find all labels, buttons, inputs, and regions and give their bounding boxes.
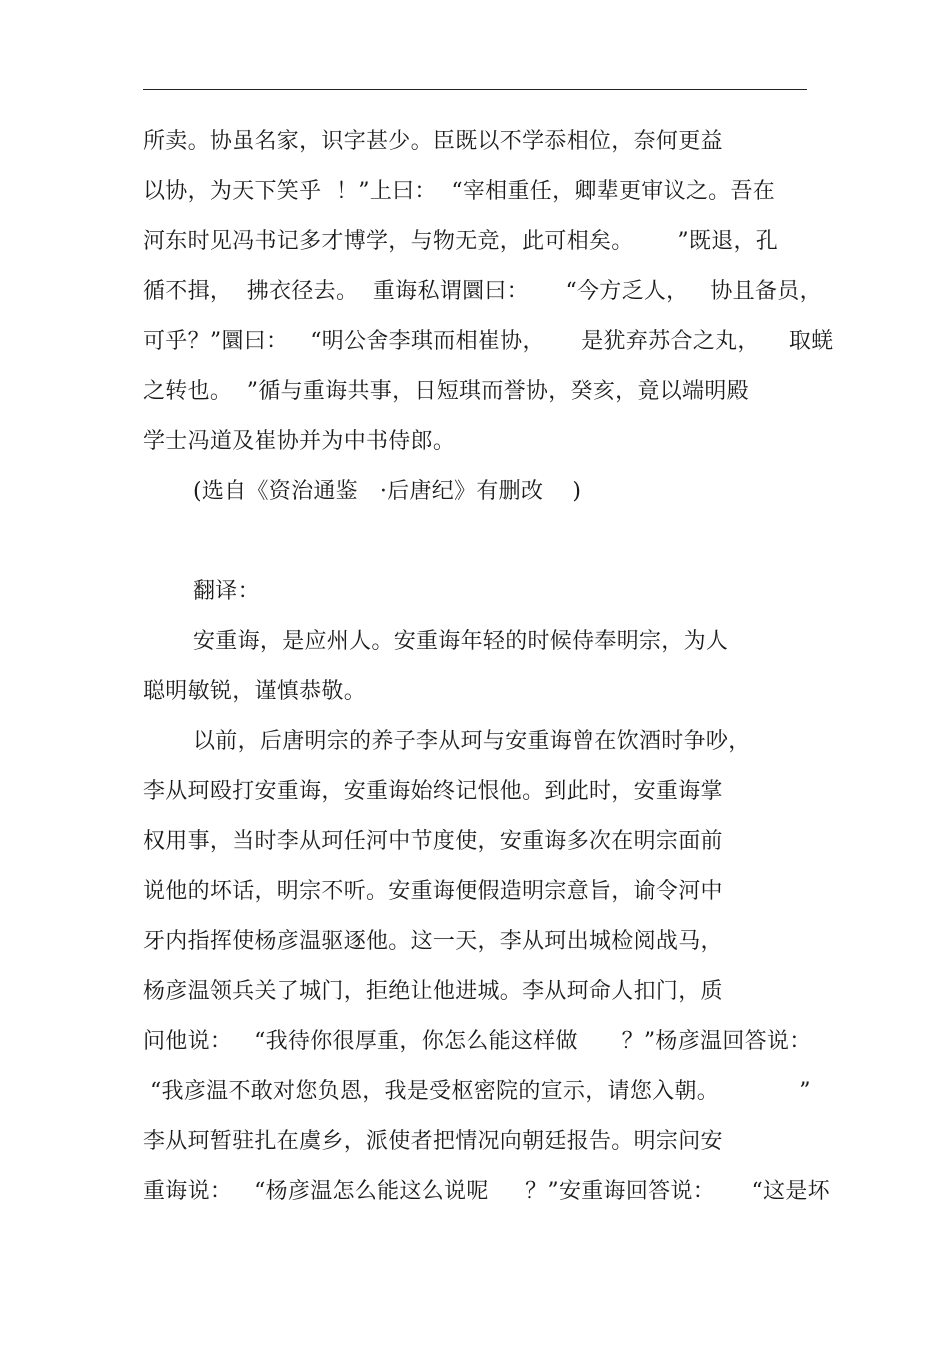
translation-line: 问他说： “我待你很厚重，你怎么能这样做 ？”杨彦温回答说： [143,1029,812,1054]
translation-line: 李从珂暂驻扎在虞乡，派使者把情况向朝廷报告。明宗问安 [143,1129,723,1154]
passage-line: 之转也。 ”循与重诲共事，日短琪而誉协，癸亥，竟以端明殿 [143,379,749,404]
translation-line: 权用事，当时李从珂任河中节度使，安重诲多次在明宗面前 [143,829,723,854]
translation-heading: 翻译： [193,579,260,604]
translation-line: 杨彦温领兵关了城门，拒绝让他进城。李从珂命人扣门，质 [143,979,723,1004]
passage-line: 所卖。协虽名家，识字甚少。臣既以不学忝相位，奈何更益 [143,129,723,154]
source-citation: (选自《资治通鉴 ·后唐纪》有删改 ) [193,479,582,504]
passage-line: 可乎？”圜曰： “明公舍李琪而相崔协， 是犹弃苏合之丸， 取蜣 [143,329,834,354]
translation-line: 李从珂殴打安重诲，安重诲始终记恨他。到此时，安重诲掌 [143,779,723,804]
passage-line: 循不揖， 拂衣径去。 重诲私谓圜曰： “今方乏人， 协且备员， [143,279,822,304]
passage-line: 以协，为天下笑乎 ！”上曰： “宰相重任，卿辈更审议之。吾在 [143,179,776,204]
passage-line: 河东时见冯书记多才博学，与物无竞，此可相矣。 ”既退，孔 [143,229,779,254]
translation-line: 聪明敏锐，谨慎恭敬。 [143,679,367,704]
translation-line: “我彦温不敢对您负恩，我是受枢密院的宣示，请您入朝。 ” [150,1079,811,1104]
translation-line: 安重诲，是应州人。安重诲年轻的时候侍奉明宗，为人 [193,629,729,654]
translation-line: 说他的坏话，明宗不听。安重诲便假造明宗意旨，谕令河中 [143,879,723,904]
translation-line: 牙内指挥使杨彦温驱逐他。这一天，李从珂出城检阅战马， [143,929,723,954]
passage-line: 学士冯道及崔协并为中书侍郎。 [143,429,456,454]
translation-line: 重诲说： “杨彦温怎么能这么说呢 ？”安重诲回答说： “这是坏 [143,1179,830,1204]
top-rule [143,89,807,90]
translation-line: 以前，后唐明宗的养子李从珂与安重诲曾在饮酒时争吵， [193,729,751,754]
